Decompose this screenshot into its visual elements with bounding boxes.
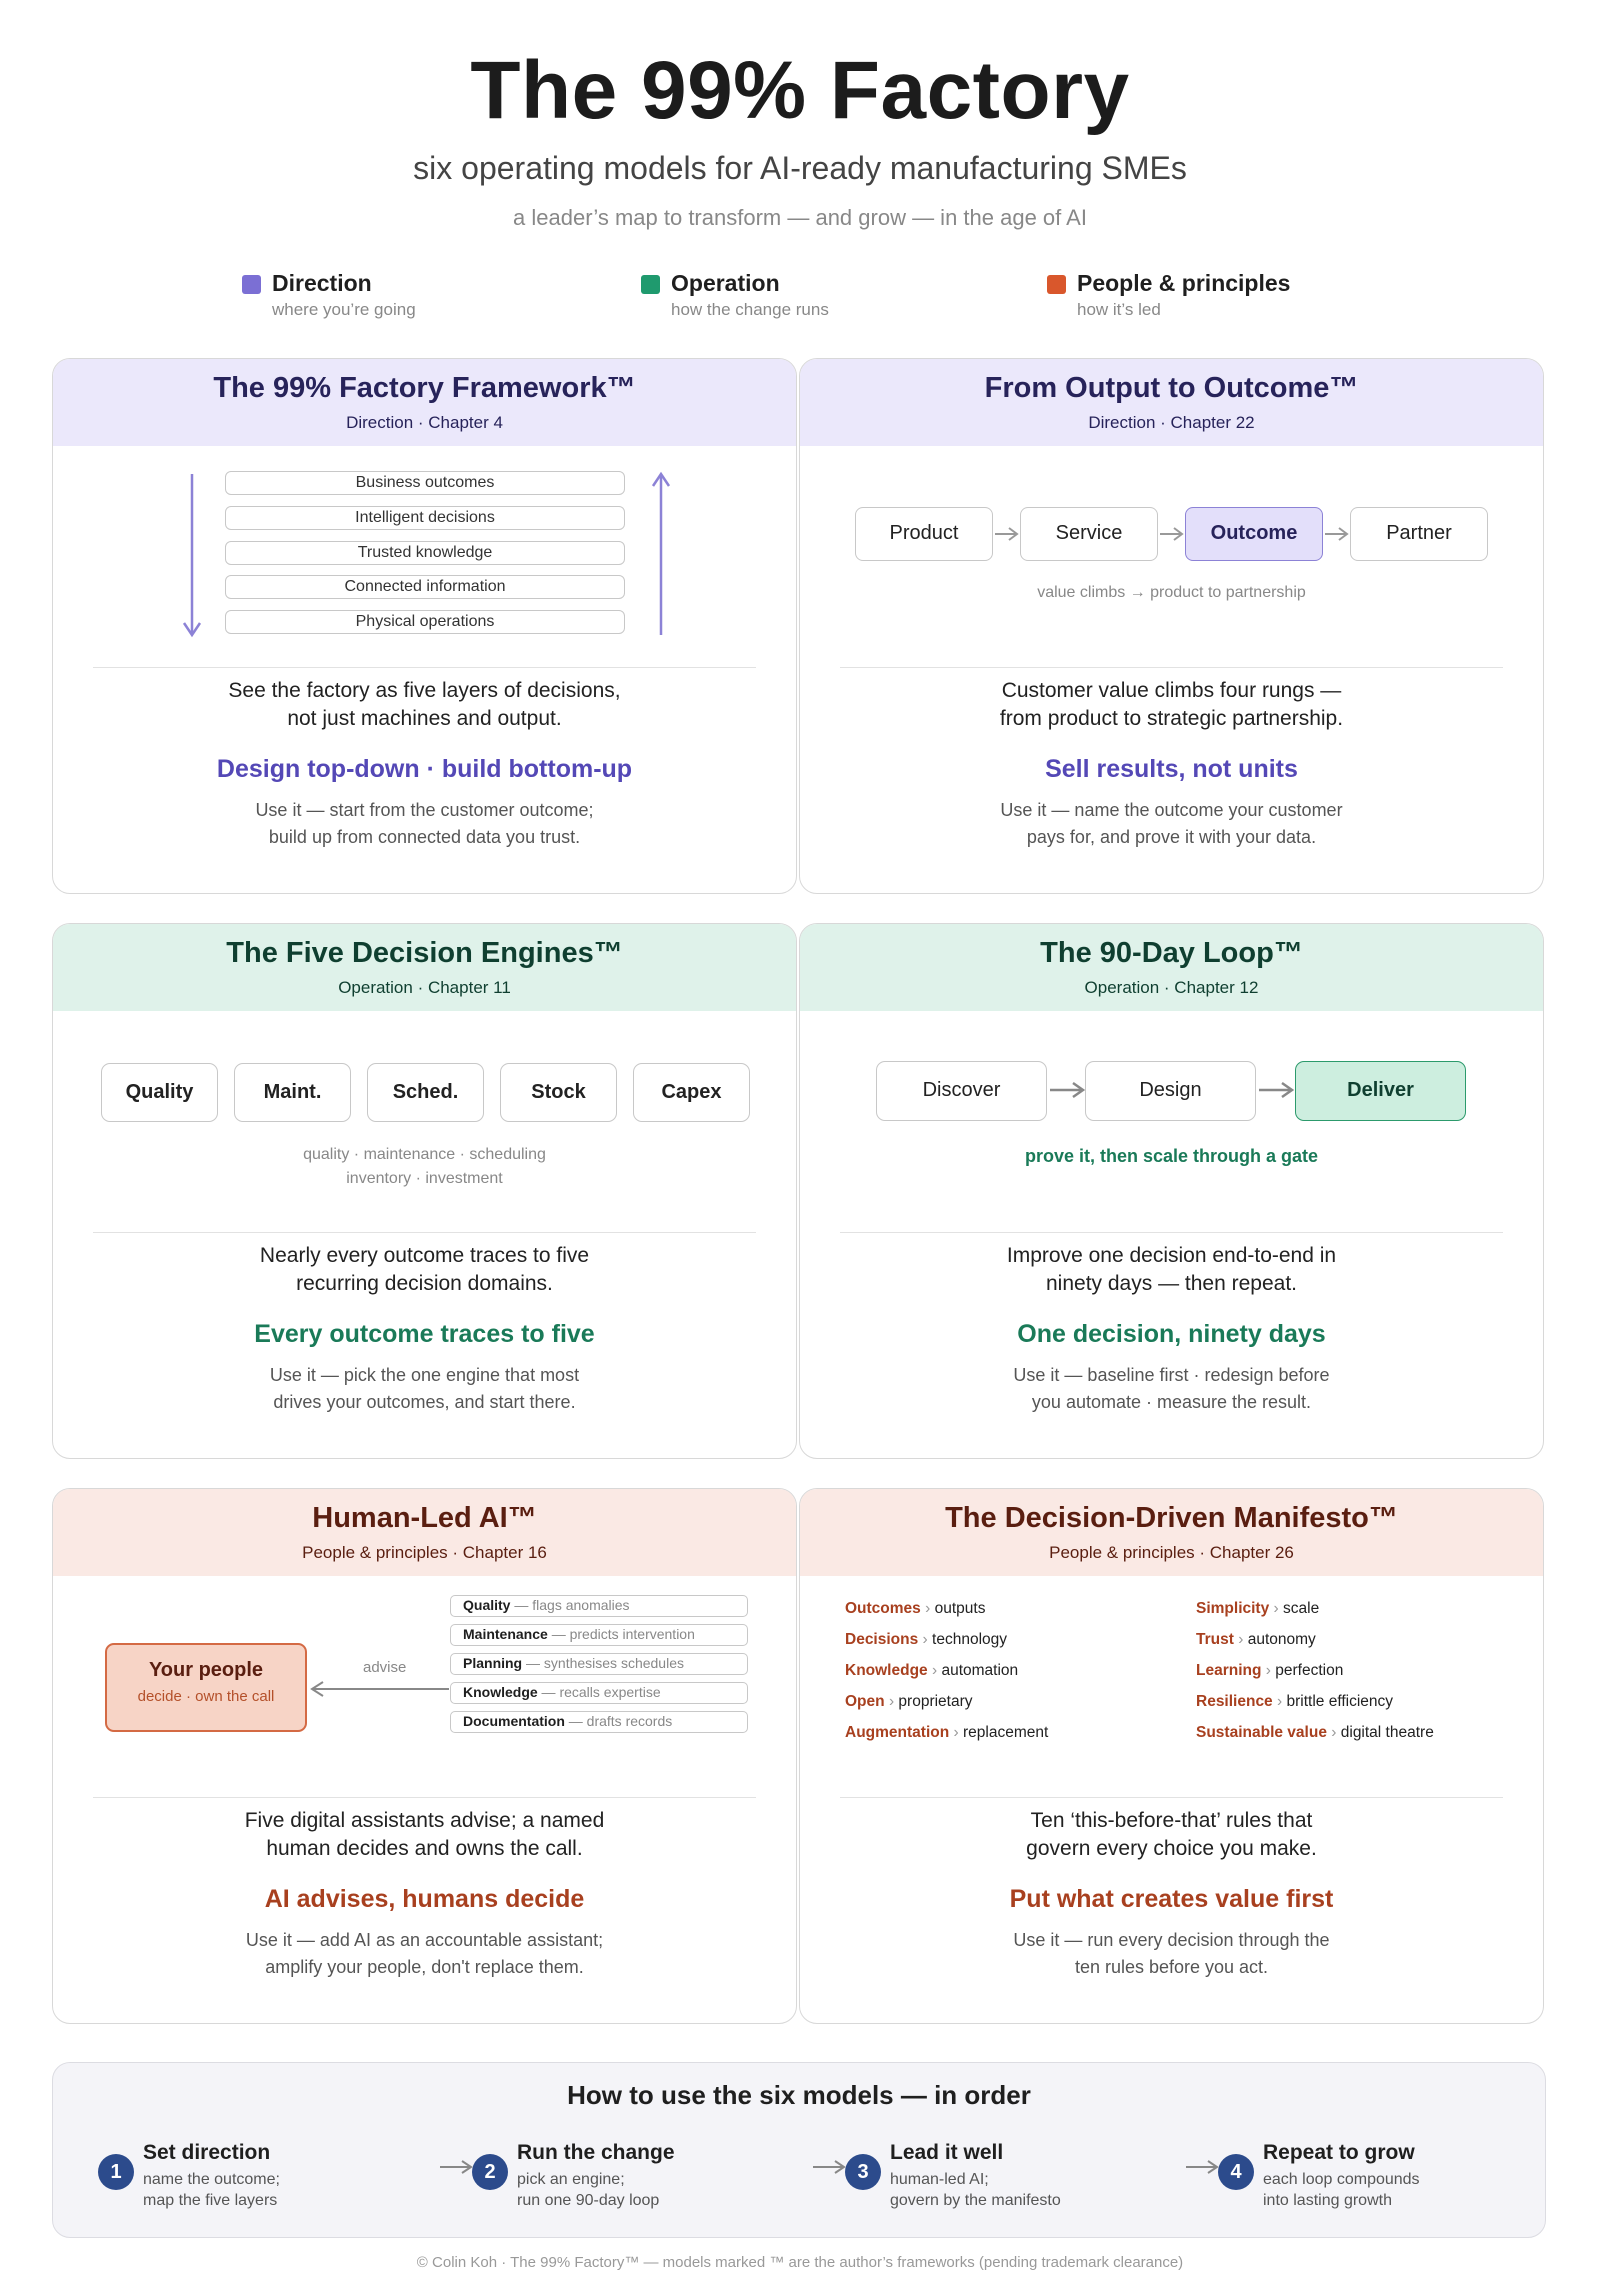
card-usage: Use it — start from the customer outcome; build up from connected data you trust. — [255, 800, 594, 847]
card-subtitle: People & principles · Chapter 16 — [302, 1543, 547, 1562]
card-description: See the factory as five layers of decisions, not just machines and output. — [228, 679, 621, 730]
step-number: 3 — [845, 2154, 881, 2190]
page-subtitle: six operating models for AI-ready manufacturing SMEs — [413, 150, 1187, 186]
legend-sublabel: how the change runs — [671, 300, 829, 319]
card-subtitle: Direction · Chapter 22 — [1088, 413, 1255, 432]
card-subtitle: Operation · Chapter 12 — [1084, 978, 1259, 997]
engine-stock: Stock — [500, 1063, 617, 1122]
step-title: Run the change — [517, 2141, 675, 2164]
engine-capex: Capex — [633, 1063, 750, 1122]
assistant-item: Documentation — drafts records — [450, 1711, 748, 1733]
manifesto-rule: Sustainable value › digital theatre — [1196, 1724, 1434, 1741]
card-human-led-ai — [52, 1488, 797, 2024]
engine-quality: Quality — [101, 1063, 218, 1122]
card-title: The 90-Day Loop™ — [1040, 937, 1303, 969]
divider — [840, 667, 1503, 668]
card-output-to-outcome — [799, 358, 1544, 894]
legend-sublabel: how it’s led — [1077, 300, 1161, 319]
layer-box: Trusted knowledge — [225, 541, 625, 565]
step-title: Repeat to grow — [1263, 2141, 1415, 2164]
manifesto-rule: Knowledge › automation — [845, 1662, 1019, 1679]
card-motto: AI advises, humans decide — [264, 1885, 585, 1913]
step-title: Lead it well — [890, 2141, 1004, 2164]
step-number: 2 — [472, 2154, 508, 2190]
rung-arrows — [800, 359, 1544, 659]
engine-caption: quality · maintenance · scheduling inventory · investment — [303, 1146, 546, 1187]
manifesto-rule: Open › proprietary — [845, 1693, 973, 1710]
people-swatch — [1047, 275, 1066, 294]
card-motto: Every outcome traces to five — [254, 1320, 595, 1348]
card-title: The Decision-Driven Manifesto™ — [945, 1502, 1398, 1534]
page-tagline: a leader’s map to transform — and grow — in the age of AI — [513, 205, 1087, 230]
card-subtitle: People & principles · Chapter 26 — [1049, 1543, 1294, 1562]
steps-title: How to use the six models — in order — [567, 2080, 1031, 2110]
card-usage: Use it — add AI as an accountable assistant; amplify your people, don't replace them. — [245, 1930, 604, 1977]
rung-outcome: Outcome — [1185, 507, 1323, 561]
card-subtitle: Direction · Chapter 4 — [346, 413, 503, 432]
manifesto-rule: Augmentation › replacement — [845, 1724, 1049, 1741]
card-header — [800, 1489, 1543, 1576]
divider — [840, 1797, 1503, 1798]
card-title: Human-Led AI™ — [312, 1502, 537, 1534]
manifesto-rule: Learning › perfection — [1196, 1662, 1344, 1679]
assistant-item: Maintenance — predicts intervention — [450, 1624, 748, 1646]
card-usage: Use it — run every decision through the ten rules before you act. — [1013, 1930, 1330, 1977]
card-motto: Design top-down · build bottom-up — [216, 755, 633, 783]
card-90-day-loop — [799, 923, 1544, 1459]
loop-discover: Discover — [876, 1061, 1047, 1121]
legend-label: Operation — [671, 270, 780, 296]
legend-label: People & principles — [1077, 270, 1291, 296]
card-manifesto — [799, 1488, 1544, 2024]
divider — [93, 667, 756, 668]
layer-box: Business outcomes — [225, 471, 625, 495]
card-description: Ten ‘this-before-that’ rules that govern every choice you make. — [1026, 1809, 1317, 1860]
layer-box: Intelligent decisions — [225, 506, 625, 530]
manifesto-rule: Trust › autonomy — [1196, 1631, 1316, 1648]
rung-caption: value climbs → product to partnership — [1037, 584, 1306, 601]
layer-box: Connected information — [225, 575, 625, 599]
card-decision-engines — [52, 923, 797, 1459]
footer-copyright: © Colin Koh · The 99% Factory™ — models marked ™ are the author’s frameworks (pending trademark clearance) — [416, 2254, 1184, 2271]
manifesto-rule: Decisions › technology — [845, 1631, 1008, 1648]
step-arrow-icon — [1185, 2159, 1219, 2175]
legend-sublabel: where you’re going — [272, 300, 416, 319]
card-description: Improve one decision end-to-end in ninety days — then repeat. — [1006, 1244, 1337, 1295]
divider — [93, 1232, 756, 1233]
step-description: human-led AI; govern by the manifesto — [890, 2171, 1061, 2209]
card-motto: Sell results, not units — [1045, 755, 1298, 783]
legend-label: Direction — [272, 270, 372, 296]
card-title: The 99% Factory Framework™ — [213, 372, 636, 404]
step-description: each loop compounds into lasting growth — [1263, 2171, 1420, 2209]
card-description: Five digital assistants advise; a named human decides and owns the call. — [244, 1809, 605, 1860]
card-subtitle: Operation · Chapter 11 — [338, 978, 511, 997]
card-title: The Five Decision Engines™ — [226, 937, 623, 969]
advise-label: advise — [363, 1659, 407, 1676]
rung-service: Service — [1020, 507, 1158, 561]
divider — [840, 1232, 1503, 1233]
engine-maintenance: Maint. — [234, 1063, 351, 1122]
step-title: Set direction — [143, 2141, 271, 2164]
assistant-item: Quality — flags anomalies — [450, 1595, 748, 1617]
rung-product: Product — [855, 507, 993, 561]
rung-partner: Partner — [1350, 507, 1488, 561]
card-usage: Use it — baseline first · redesign before you automate · measure the result. — [1013, 1365, 1330, 1412]
card-description: Nearly every outcome traces to five recurring decision domains. — [259, 1244, 590, 1295]
loop-caption: prove it, then scale through a gate — [1024, 1146, 1319, 1166]
step-number: 4 — [1218, 2154, 1254, 2190]
step-description: pick an engine; run one 90-day loop — [517, 2171, 660, 2209]
card-factory-framework — [52, 358, 797, 894]
divider — [93, 1797, 756, 1798]
loop-arrows — [800, 924, 1544, 1224]
loop-design: Design — [1085, 1061, 1256, 1121]
card-motto: One decision, ninety days — [1017, 1320, 1326, 1348]
step-description: name the outcome; map the five layers — [143, 2171, 280, 2209]
manifesto-rule: Outcomes › outputs — [845, 1600, 986, 1617]
page-title: The 99% Factory — [470, 45, 1130, 136]
assistant-item: Planning — synthesises schedules — [450, 1653, 748, 1675]
card-usage: Use it — pick the one engine that most drives your outcomes, and start there. — [269, 1365, 580, 1412]
people-title: Your people — [148, 1659, 264, 1681]
manifesto-rule: Resilience › brittle efficiency — [1196, 1693, 1394, 1710]
layer-box: Physical operations — [225, 610, 625, 634]
card-usage: Use it — name the outcome your customer pays for, and prove it with your data. — [1000, 800, 1343, 847]
how-to-use-panel — [52, 2062, 1546, 2238]
step-number: 1 — [98, 2154, 134, 2190]
card-header — [53, 924, 796, 1011]
step-arrow-icon — [439, 2159, 473, 2175]
manifesto-rule: Simplicity › scale — [1196, 1600, 1320, 1617]
loop-deliver: Deliver — [1295, 1061, 1466, 1121]
assistant-item: Knowledge — recalls expertise — [450, 1682, 748, 1704]
card-title: From Output to Outcome™ — [984, 372, 1359, 404]
card-description: Customer value climbs four rungs — from product to strategic partnership. — [999, 679, 1344, 730]
people-subtitle: decide · own the call — [137, 1688, 275, 1705]
step-arrow-icon — [812, 2159, 846, 2175]
card-motto: Put what creates value first — [1009, 1885, 1334, 1913]
direction-swatch — [242, 275, 261, 294]
operation-swatch — [641, 275, 660, 294]
engine-scheduling: Sched. — [367, 1063, 484, 1122]
